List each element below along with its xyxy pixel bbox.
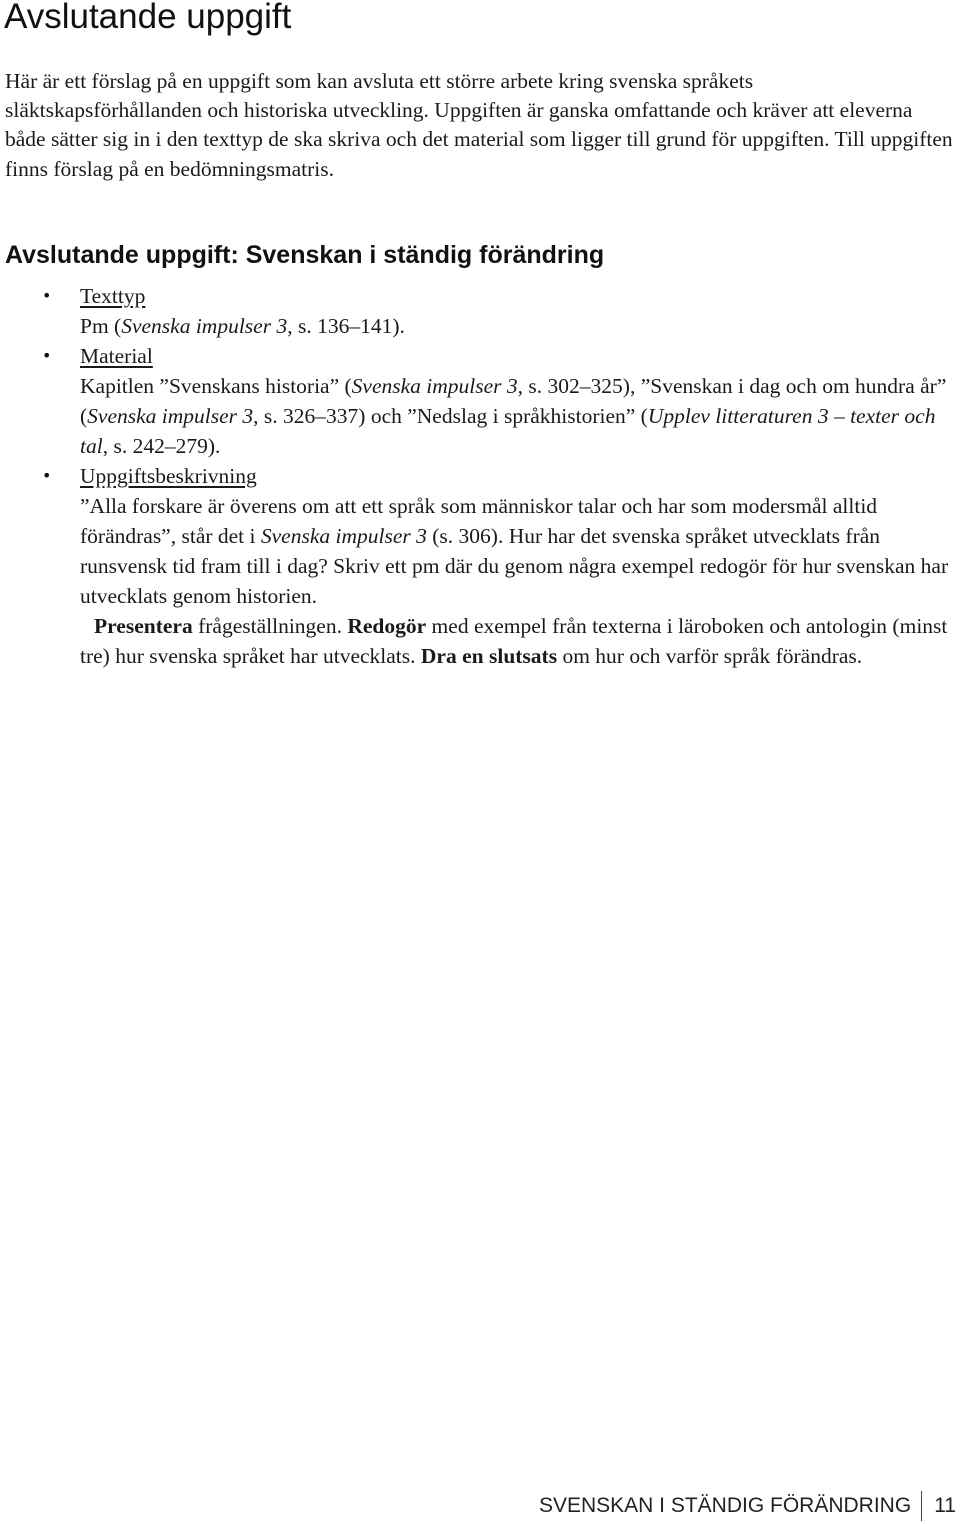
text-run: , s. 302–325), ”Svenskan i dag och om hundra år” ( — [80, 374, 947, 428]
book-title: Svenska impulser 3 — [260, 524, 427, 548]
assignment-title: Avslutande uppgift: Svenskan i ständig förändring — [5, 241, 605, 269]
text-run: frågeställningen. — [192, 614, 348, 638]
texttyp-label: Texttyp — [80, 284, 146, 308]
list-item-texttyp — [0, 281, 960, 341]
description-label: Uppgiftsbeskrivning — [80, 464, 257, 488]
text-run: , s. 136–141). — [287, 314, 405, 338]
bullet-icon: • — [42, 346, 52, 365]
book-title: Upplev litteraturen 3 – texter och tal — [80, 404, 936, 458]
page-footer — [539, 1488, 956, 1524]
text-run: ”Alla forskare är överens om att ett språk som människor talar och har som modersmål alltid förändras”, står det i — [80, 494, 878, 548]
book-title: Svenska impulser 3 — [351, 374, 518, 398]
emphasis-conclude: Dra en slutsats — [420, 644, 558, 668]
list-item-description — [0, 461, 960, 671]
list-item-material — [0, 341, 960, 461]
assignment-details-list — [0, 281, 960, 671]
bullet-icon: • — [42, 286, 52, 305]
text-run: (s. 306). Hur har det svenska språket utvecklats från runsvensk tid fram till i dag? Skriv ett pm där du genom några exempel redogör för hur svenskan har utvecklats genom historien. — [80, 524, 949, 608]
text-run: Kapitlen ”Svenskans historia” ( — [80, 374, 352, 398]
book-title: Svenska impulser 3 — [87, 404, 254, 428]
footer-divider — [921, 1491, 922, 1521]
intro-paragraph: Här är ett förslag på en uppgift som kan avsluta ett större arbete kring svenska språkets släktskapsförhållanden och historiska utveckling. Uppgiften är ganska omfattande och kräver att eleverna både sätter sig in i den texttyp de ska skriva och det material som ligger till grund för uppgiften. Till uppgiften finns förslag på en bedömningsmatris. — [5, 69, 953, 181]
book-title: Svenska impulser 3 — [121, 314, 288, 338]
text-run: , s. 242–279). — [102, 434, 221, 458]
emphasis-explain: Redogör — [347, 614, 427, 638]
footer-title: SVENSKAN I STÄNDIG FÖRÄNDRING — [538, 1494, 912, 1517]
text-run: med exempel från texterna i läroboken och antologin (minst tre) hur svenska språket har utvecklats. — [80, 614, 948, 668]
text-run: Pm ( — [80, 314, 122, 338]
material-body — [80, 371, 960, 461]
text-run: , s. 326–337) och ”Nedslag i språkhistorien” ( — [253, 404, 648, 428]
text-run: om hur och varför språk förändras. — [557, 644, 863, 668]
emphasis-present: Presentera — [94, 614, 193, 638]
description-body — [80, 491, 960, 671]
page-heading: Avslutande uppgift — [4, 0, 292, 36]
texttyp-body — [80, 311, 960, 341]
material-label: Material — [80, 344, 153, 368]
page-number: 11 — [934, 1494, 956, 1517]
bullet-icon: • — [42, 466, 52, 485]
